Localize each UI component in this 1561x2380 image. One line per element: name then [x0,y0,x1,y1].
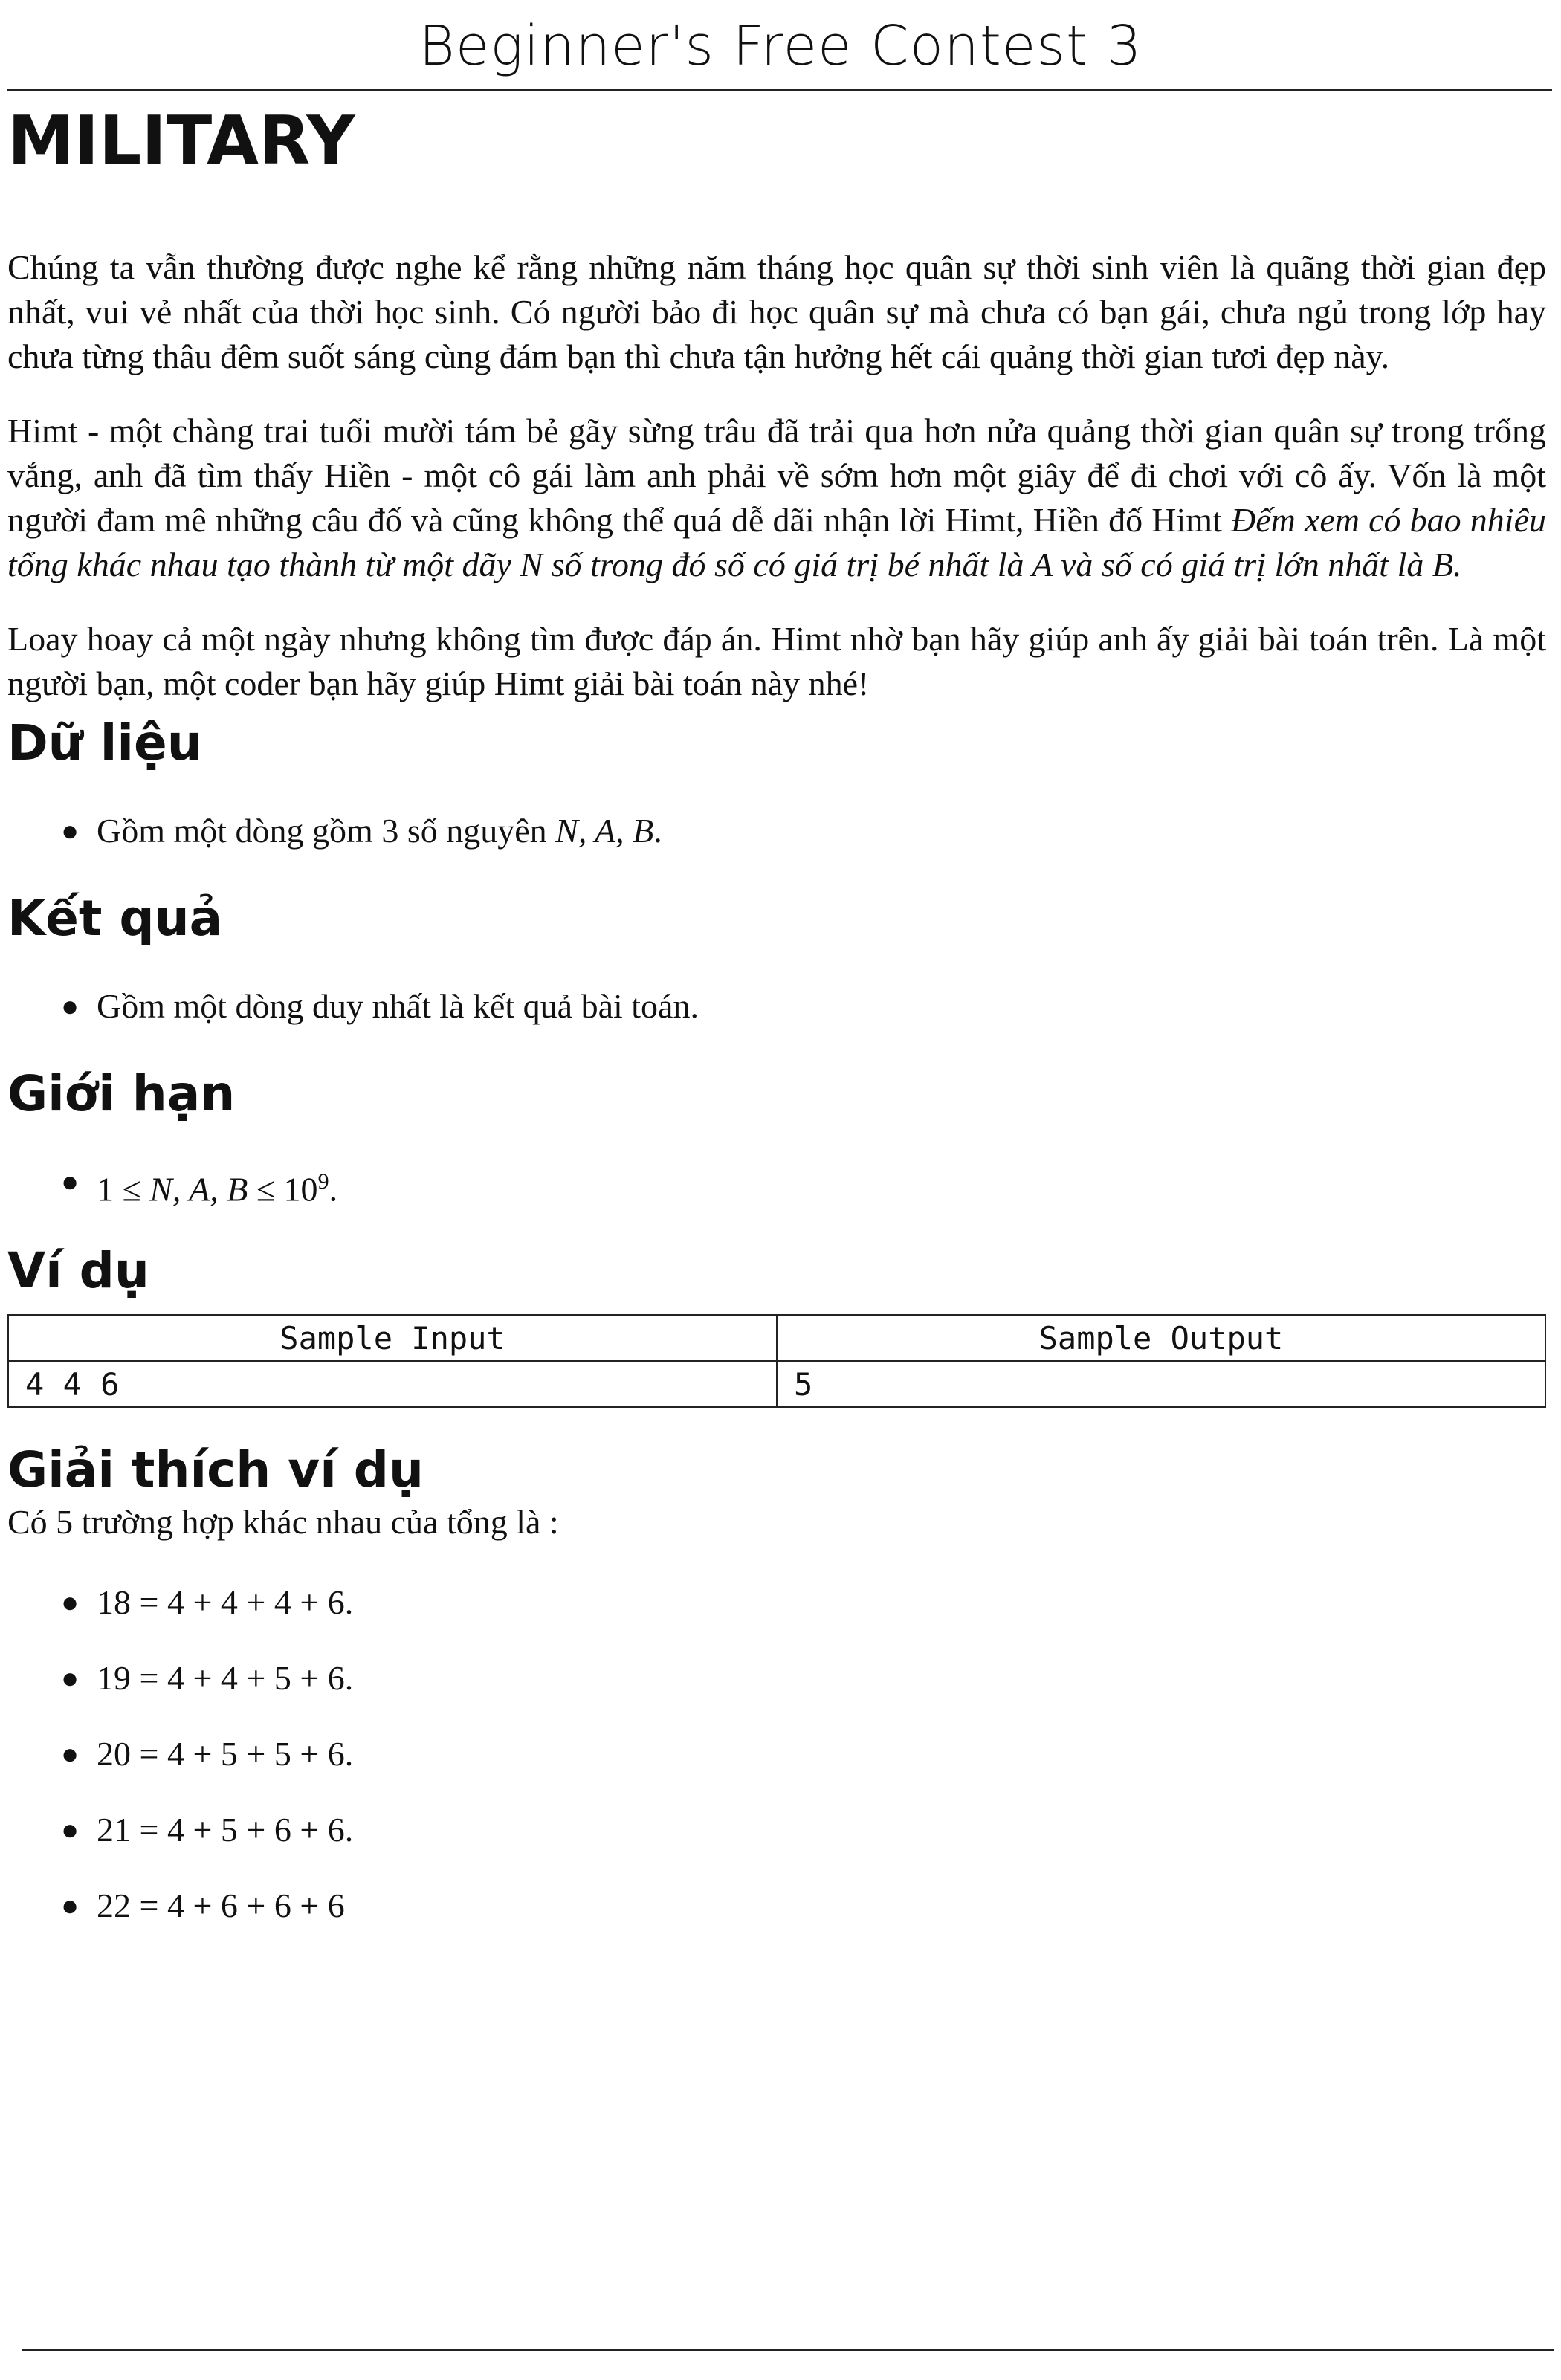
bullet-icon: ● [61,1165,80,1198]
list-item [7,1808,1546,1852]
table-header-row [8,1315,1545,1361]
bullet-icon: ● [61,989,80,1023]
explanation-item: 19 = 4 + 4 + 5 + 6. [97,1659,354,1698]
intro-question: Đếm xem có bao nhiêu tổng khác nhau tạo thành từ một dãy N số trong đó số có giá trị bé nhất là A và số có giá trị lớn nhất là B. [7,501,1546,583]
input-item-text: Gồm một dòng gồm 3 số nguyên [97,812,556,850]
list-item [7,1580,1546,1625]
limits-vars: N, A, B [149,1170,248,1209]
list-item [7,1656,1546,1701]
bullet-icon: ● [61,1889,80,1923]
bullet-icon: ● [61,1737,80,1771]
intro-paragraph-2 [7,409,1546,587]
limits-bound: ≤ 10 [248,1170,318,1209]
explanation-item: 22 = 4 + 6 + 6 + 6 [97,1886,345,1925]
bullet-icon: ● [61,1813,80,1847]
list-item [7,984,1546,1029]
list-item [7,809,1546,853]
sample-output-cell: 5 [777,1361,1545,1407]
limits-list [7,1160,1546,1212]
explanation-item: 21 = 4 + 5 + 6 + 6. [97,1811,354,1849]
header-divider [7,89,1552,91]
explanation-intro: Có 5 trường hợp khác nhau của tổng là : [7,1503,559,1542]
input-section-title: Dữ liệu [7,714,202,772]
sample-table [7,1314,1546,1408]
explanation-list [7,1580,1546,1928]
list-item [7,1883,1546,1928]
bullet-icon: ● [61,814,80,847]
table-row [8,1361,1545,1407]
contest-title: Beginner's Free Contest 3 [418,14,1143,78]
input-list [7,809,1546,853]
explanation-item: 18 = 4 + 4 + 4 + 6. [97,1583,354,1622]
output-item-text: Gồm một dòng duy nhất là kết quả bài toán. [97,987,699,1025]
intro-paragraph-3: Loay hoay cả một ngày nhưng không tìm được đáp án. Himt nhờ bạn hãy giúp anh ấy giải bài toán trên. Là một người bạn, một coder bạn hãy giúp Himt giải bài toán này nhé! [7,620,1546,702]
intro-paragraph-2-text: Himt - một chàng trai tuổi mười tám bẻ gãy sừng trâu đã trải qua hơn nửa quảng thời gian quân sự trong trống vắng, anh đã tìm thấy Hiền - một cô gái làm anh phải về sớm hơn một giây để đi chơi với cô ấy. Vốn là một người đam mê những câu đố và cũng không thể quá dễ dãi nhận lời Himt, Hiền đố Himt [7,412,1546,539]
input-item-end: . [653,812,662,850]
problem-body [7,245,1546,1928]
problem-title: MILITARY [7,102,355,180]
output-list [7,984,1546,1029]
limits-section-title: Giới hạn [7,1065,236,1122]
example-section-title: Ví dụ [7,1242,149,1300]
list-item [7,1732,1546,1776]
limits-end: . [329,1170,338,1209]
limits-lead: 1 ≤ [97,1170,150,1209]
explanation-item: 20 = 4 + 5 + 5 + 6. [97,1735,354,1773]
bullet-icon: ● [61,1661,80,1695]
limits-exponent: 9 [317,1169,329,1194]
sample-input-header: Sample Input [8,1315,777,1361]
sample-input-cell: 4 4 6 [8,1361,777,1407]
explanation-section-title: Giải thích ví dụ [7,1441,424,1499]
intro-paragraph-1: Chúng ta vẫn thường được nghe kể rằng những năm tháng học quân sự thời sinh viên là quãng thời gian đẹp nhất, vui vẻ nhất của thời học sinh. Có người bảo đi học quân sự mà chưa có bạn gái, chưa ngủ trong lớp hay chưa từng thâu đêm suốt sáng cùng đám bạn thì chưa tận hưởng hết cái quảng thời gian tươi đẹp này. [7,248,1546,375]
list-item [7,1160,1546,1212]
footer-divider [22,2349,1554,2351]
sample-output-header: Sample Output [777,1315,1545,1361]
bullet-icon: ● [61,1585,80,1620]
input-item-vars: N, A, B [555,812,654,850]
output-section-title: Kết quả [7,890,223,947]
